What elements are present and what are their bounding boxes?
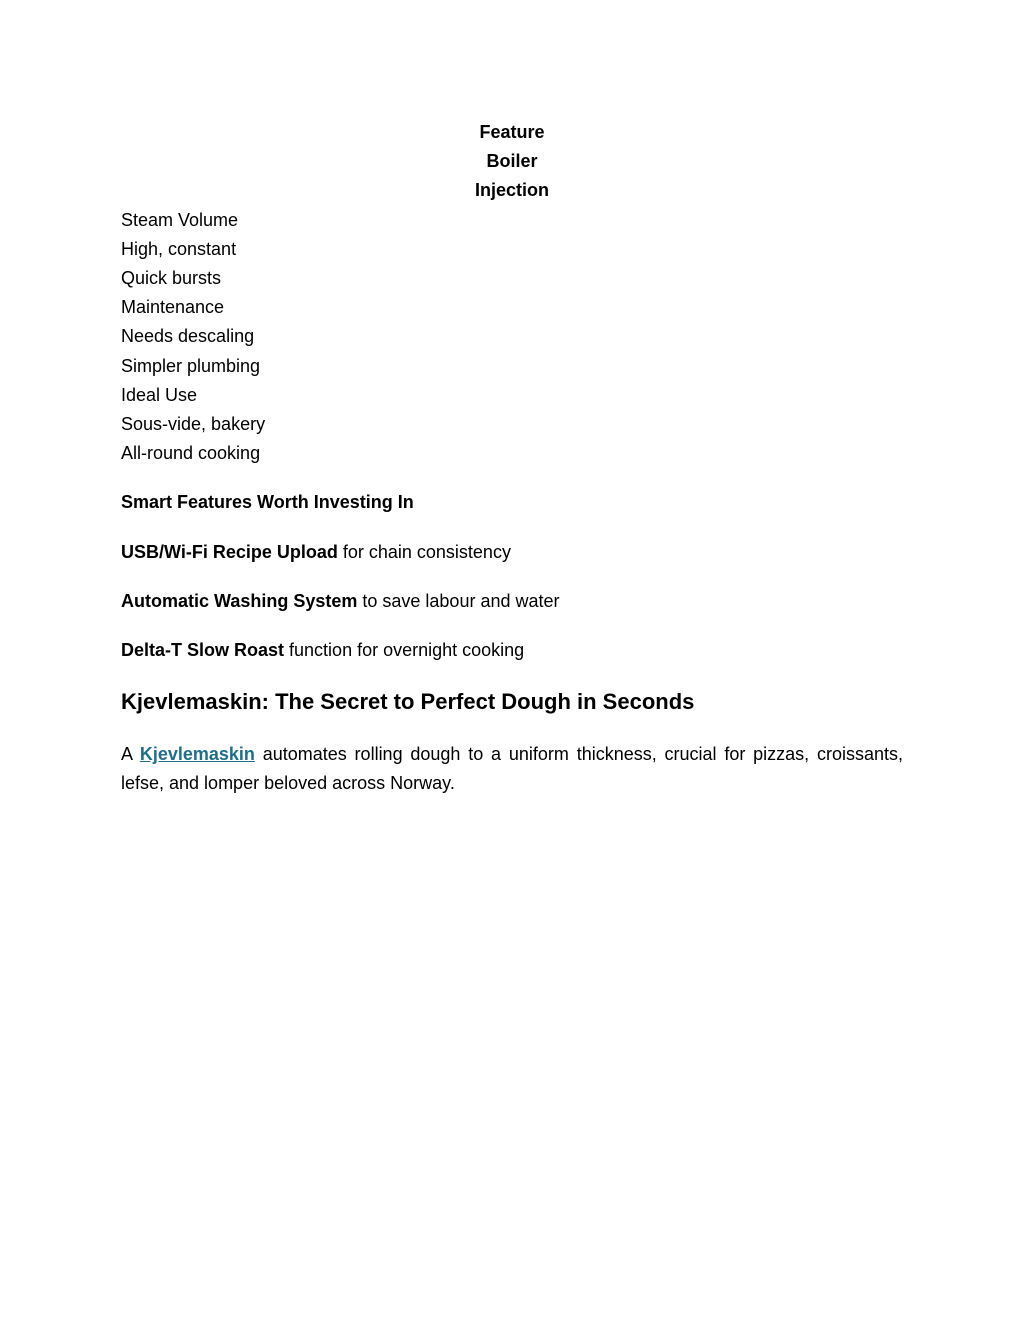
comparison-table-headers: [121, 118, 903, 206]
table-cell: Ideal Use: [121, 384, 198, 405]
intro-prefix: A: [121, 744, 140, 765]
feature-item-bold: USB/Wi-Fi Recipe Upload: [121, 541, 338, 562]
feature-item-bold: Automatic Washing System: [121, 590, 358, 611]
feature-item-text: to save labour and water: [357, 590, 560, 611]
smart-features-heading: Smart Features Worth Investing In: [121, 492, 414, 513]
table-cell: Steam Volume: [121, 209, 239, 230]
feature-item-bold: Delta-T Slow Roast: [121, 640, 285, 661]
intro-suffix: automates rolling dough to a uniform thickness, crucial for pizzas, croissants, lefse, and lomper beloved across Norway.: [121, 744, 903, 794]
feature-item-slow-roast: [121, 636, 903, 665]
kjevlemaskin-section-title: Kjevlemaskin: The Secret to Perfect Dough in Seconds: [121, 689, 695, 715]
table-cell: All-round cooking: [121, 443, 261, 464]
table-cell: Maintenance: [121, 297, 225, 318]
table-cell: High, constant: [121, 238, 237, 259]
comparison-table-cells: [121, 206, 903, 469]
table-cell: Simpler plumbing: [121, 355, 261, 376]
document-content: [121, 118, 903, 799]
kjevlemaskin-intro-paragraph: [121, 740, 903, 798]
kjevlemaskin-link[interactable]: Kjevlemaskin: [139, 744, 255, 765]
feature-item-washing-system: [121, 587, 903, 616]
table-cell: Needs descaling: [121, 326, 255, 347]
table-header-injection: Injection: [474, 180, 549, 201]
table-header-feature: Feature: [479, 122, 545, 142]
feature-item-text: for chain consistency: [337, 541, 511, 562]
table-cell: Quick bursts: [121, 268, 222, 289]
feature-item-text: function for overnight cooking: [284, 640, 525, 661]
table-cell: Sous-vide, bakery: [121, 414, 266, 435]
feature-item-recipe-upload: [121, 538, 903, 567]
table-header-boiler: Boiler: [486, 151, 538, 172]
